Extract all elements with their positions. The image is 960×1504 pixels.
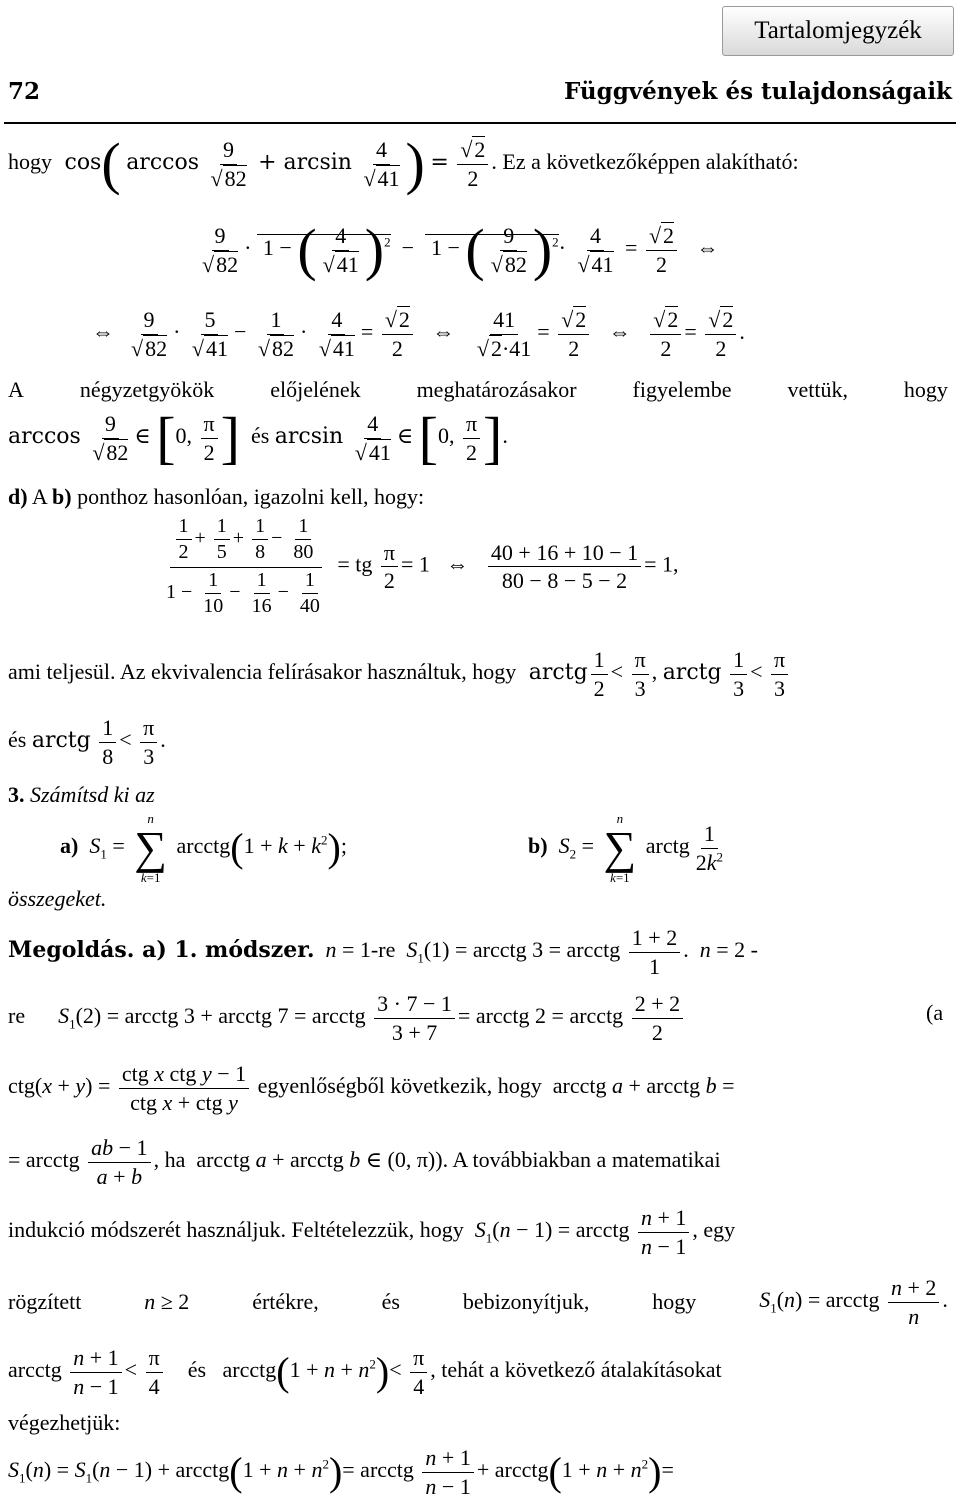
formula-line-3: ⇔ $\frac{9}{√82}$ · $\frac{5}{√41}$ − $\frac{1}{√82}$ · $\frac{4}{√41}$ = $\frac{√2}{2}$ ⇔ $\frac{41}{√2\cdot 41}$ = $\frac{√2}{2}$ ⇔ $\frac{√2}{2}$ = $\frac{√2}{2}$ . [92,307,745,361]
solution-line-6: rögzített n ≥ 2 értékre, és bebizonyítjuk, hogy $S_1(n)$ = arcctg $\frac{n + 2}{n}$ . [8,1275,948,1329]
page-number: 72 [8,78,41,105]
text-osszegeket: összegeket. [8,886,107,911]
part-d-text: d) A b) ponthoz hasonlóan, igazolni kell, hogy: [8,484,425,509]
solution-line-4: = arcctg $\frac{ab - 1}{a + b}$ , ha arcctg a + arcctg b ∈ (0, π)). A továbbiakban a matematikai [8,1135,721,1189]
formula-compound: $\frac{1}{2}$ + $\frac{1}{5}$ + $\frac{1}{8}$ − $\frac{1}{80}$ 1 − $\frac{1}{10}$ − $\frac{1}{16}$ − $\frac{1}{40}$ = tg $\frac{\pi}{2}$ = 1 ⇔ $\frac{40 + 16 + 10 - 1}{80 - 8 - 5 - 2}$ = 1, [166,515,679,617]
header-rule [4,122,956,124]
text-line-4: A négyzetgyökök előjelének meghatározásakor figyelembe vettük, hogy [8,377,948,402]
chapter-title: Függvények és tulajdonságaik [563,78,952,105]
text-vegezhetjuk: végezhetjük: [8,1410,121,1435]
sum-b: b) $S_2$ = n ∑ k=1 arctg $\frac{1}{2k^2}$ [528,811,724,885]
solution-line-5: indukció módszerét használjuk. Feltételezzük, hogy $S_1(n - 1)$ = arcctg $\frac{n + 1}{n - 1}$ , egy [8,1205,736,1259]
formula-line-2: $\frac{9}{√82}$ · 1 − ( $\frac{4}{√41}$ )$^2$ − 1 − ( $\frac{9}{√82}$ )$^2$· $\frac{4}{√41}$ = $\frac{√2}{2}$ ⇔ [202,216,719,282]
solution-line-3: ctg(x + y) = ctg x ctg y − 1 ctg x + ctg y egyenlőségből következik, hogy arcctg a + arcctg b = [8,1061,735,1115]
solution-line-8: $S_1(n) = S_1(n - 1)$ + arcctg(1 + $n + n^2)=$ arcctg $\frac{n + 1}{n - 1}$ + arcctg(1 + $n + n^2)=$ [8,1445,674,1499]
toc-button[interactable]: Tartalomjegyzék [722,6,954,56]
text-es-arctg: és arctg $\frac{1}{8}$ < $\frac{\pi}{3}$ . [8,715,166,769]
formula-line-5: arccos $\frac{9}{√82}$ ∈ [0, $\frac{\pi}{2}$ ] és arcsin $\frac{4}{√41}$ ∈ [0, $\frac{\pi}{2}$ ]. [8,404,508,470]
formula-line-1: hogy cos( arccos $\frac{9}{√82}$ + arcsin $\frac{4}{√41}$ ) = $\frac{√2}{2}$ . Ez a következőképpen alakítható: [8,130,799,196]
solution-line-7: arcctg $\frac{n + 1}{n - 1}$ < $\frac{\pi}{4}$ és arcctg(1 + $n + n^2)<$ $\frac{\pi}{4}$ , tehát a következő átalakításokat [8,1345,722,1399]
page-header [8,78,952,112]
solution-line-1: Megoldás. a) 1. módszer. n = 1-re $S_1(1)$ = arcctg 3 = arcctg $\frac{1 + 2}{1}$ . n = 2 - [8,925,758,979]
solution-line-2: re $S_1(2)$ = arcctg 3 + arcctg 7 = arcctg $\frac{3 \cdot 7 - 1}{3 + 7}$ = arcctg 2 = arcctg $\frac{2 + 2}{2}$ (a [8,991,944,1045]
exercise-3: 3. Számítsd ki az [8,782,155,807]
text-ami: ami teljesül. Az ekvivalencia felírásakor használtuk, hogy arctg $\frac{1}{2}$ < $\frac{\pi}{3}$ , arctg $\frac{1}{3}$ < $\frac{\pi}{3}$ [8,646,960,702]
sum-a: a) $S_1$ = n ∑ k=1 arcctg(1 + $k + k^2$); [60,811,347,885]
